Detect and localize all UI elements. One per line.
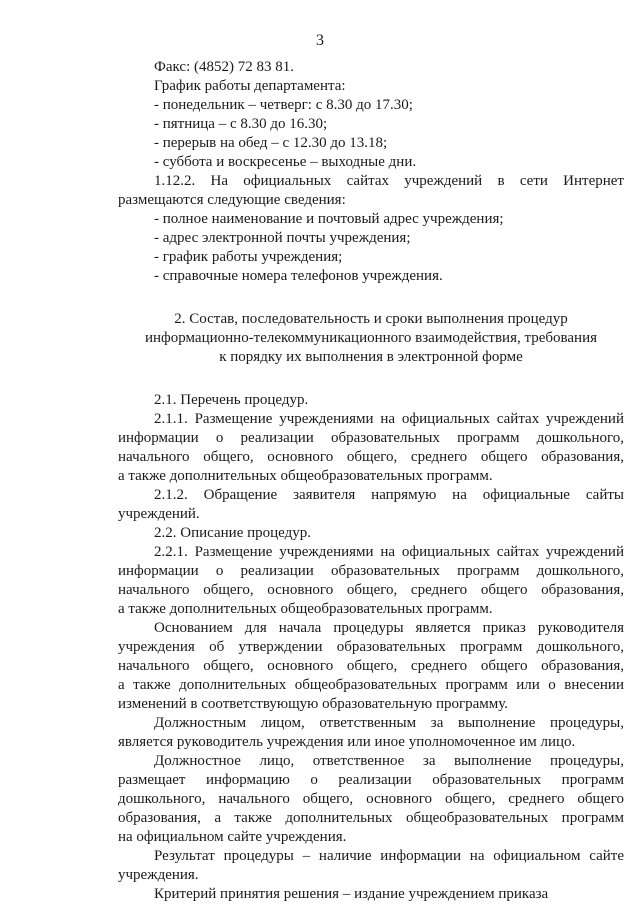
document-body <box>118 58 624 904</box>
schedule-title: График работы департамента: <box>154 78 346 94</box>
paragraph-line: а также дополнительных общеобразовательных программ. <box>118 468 493 484</box>
fax-line: Факс: (4852) 72 83 81. <box>154 59 294 75</box>
schedule-item: - суббота и воскресенье – выходные дни. <box>154 154 417 170</box>
paragraph-line: на официальном сайте учреждения. <box>118 829 347 845</box>
schedule-item: - понедельник – четверг: с 8.30 до 17.30; <box>154 97 413 113</box>
paragraph-line: дошкольного, начального общего, основного общего, среднего общего <box>118 791 624 807</box>
paragraph-line: учреждения об утверждении образовательных программ дошкольного, <box>118 639 624 655</box>
paragraph-line: размещаются следующие сведения: <box>118 192 346 208</box>
section-title: информационно-телекоммуникационного взаимодействия, требования <box>144 330 597 346</box>
paragraph-line: начального общего, основного общего, среднего общего образования, <box>118 658 624 674</box>
paragraph-line: 2.1.1. Размещение учреждениями на официальных сайтах учреждений <box>154 411 624 427</box>
paragraph-line: 1.12.2. На официальных сайтах учреждений в сети Интернет <box>154 173 624 189</box>
list-item: - справочные номера телефонов учреждения. <box>154 268 443 284</box>
paragraph-line: учреждений. <box>118 506 200 522</box>
paragraph-line: Должностным лицом, ответственным за выполнение процедуры, <box>154 715 624 731</box>
schedule-item: - перерыв на обед – с 12.30 до 13.18; <box>154 135 388 151</box>
paragraph-line: 2.1. Перечень процедур. <box>154 392 309 408</box>
section-title: к порядку их выполнения в электронной форме <box>219 349 523 365</box>
paragraph-line: Критерий принятия решения – издание учреждением приказа <box>154 886 549 902</box>
list-item: - полное наименование и почтовый адрес учреждения; <box>154 211 504 227</box>
paragraphs <box>118 391 624 904</box>
list-item: - адрес электронной почты учреждения; <box>154 230 411 246</box>
paragraph-line: образования, а также дополнительных общеобразовательных программ <box>118 810 624 826</box>
paragraph-line: информации о реализации образовательных программ дошкольного, <box>118 430 624 446</box>
paragraph-line: является руководитель учреждения или иное уполномоченное им лицо. <box>118 734 576 750</box>
section-title: 2. Состав, последовательность и сроки выполнения процедур <box>174 311 568 327</box>
spacer <box>118 286 624 310</box>
paragraph-line: начального общего, основного общего, среднего общего образования, <box>118 582 624 598</box>
paragraph-line: размещает информацию о реализации образовательных программ <box>118 772 624 788</box>
page-number: 3 <box>316 32 324 49</box>
paragraph-line: 2.2.1. Размещение учреждениями на официальных сайтах учреждений <box>154 544 624 560</box>
paragraph-line: учреждения. <box>118 867 199 883</box>
schedule-item: - пятница – с 8.30 до 16.30; <box>154 116 328 132</box>
paragraph-line: информации о реализации образовательных программ дошкольного, <box>118 563 624 579</box>
paragraph-line: Должностное лицо, ответственное за выполнение процедуры, <box>154 753 624 769</box>
paragraph-line: 2.1.2. Обращение заявителя напрямую на официальные сайты <box>154 487 624 503</box>
list-item: - график работы учреждения; <box>154 249 343 265</box>
paragraph-line: Основанием для начала процедуры является приказ руководителя <box>154 620 624 636</box>
paragraph-line: Результат процедуры – наличие информации на официальном сайте <box>154 848 624 864</box>
spacer <box>118 367 624 391</box>
paragraph-line: а также дополнительных общеобразовательных программ или о внесении <box>118 677 624 693</box>
paragraph-line: начального общего, основного общего, среднего общего образования, <box>118 449 624 465</box>
paragraph-line: 2.2. Описание процедур. <box>154 525 311 541</box>
paragraph-line: изменений в соответствующую образовательную программу. <box>118 696 509 712</box>
paragraph-line: а также дополнительных общеобразовательных программ. <box>118 601 493 617</box>
